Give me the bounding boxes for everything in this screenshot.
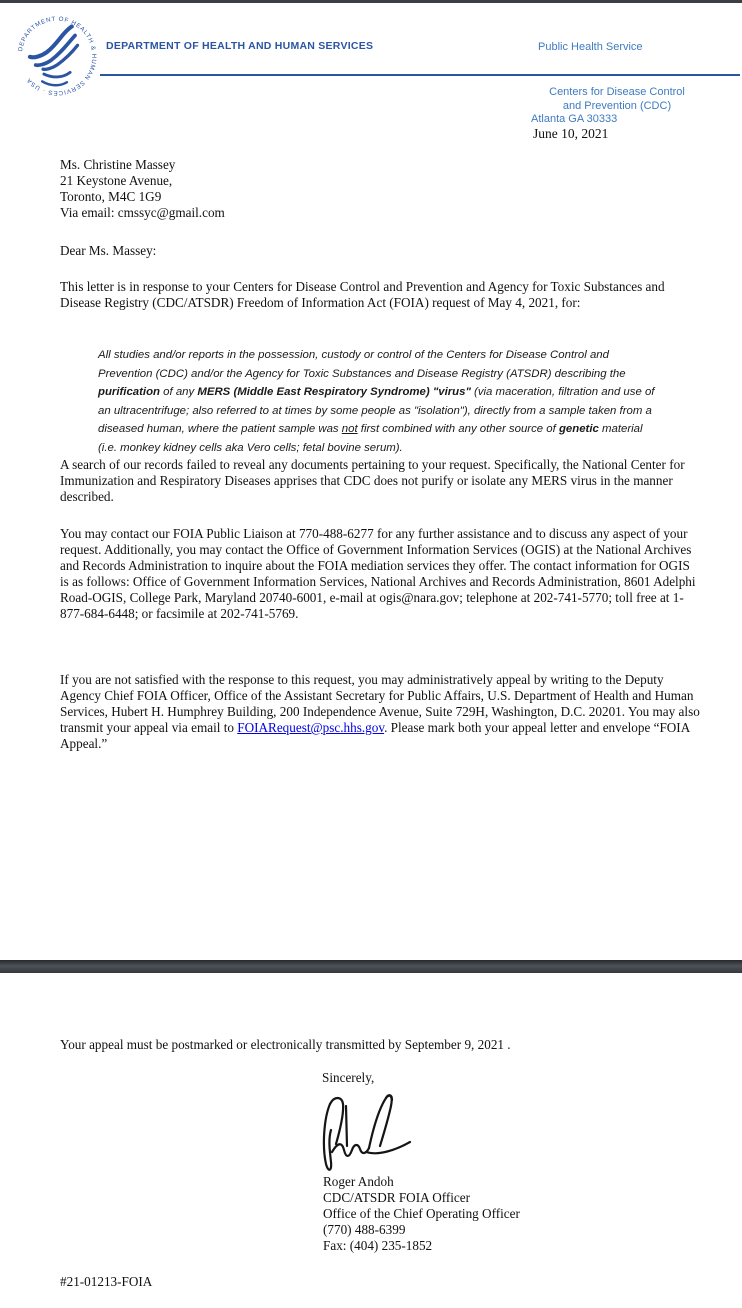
paragraph-appeal — [60, 672, 700, 752]
hhs-logo — [16, 14, 98, 98]
appeal-text-post: . Please mark both your appeal letter and envelope “FOIA Appeal.” — [60, 720, 690, 751]
recipient-line: Via email: cmssyc@gmail.com — [60, 205, 225, 220]
agency-title: DEPARTMENT OF HEALTH AND HUMAN SERVICES — [106, 40, 374, 52]
paragraph-contact-info: You may contact our FOIA Public Liaison at 770-488-6277 for any further assistance and to discuss any aspect of your request. Additionally, you may contact the Office of Government Information Services (OGIS) at the National Archives and Records Administration to inquire about the FOIA mediation services they offer. The contact information for OGIS is as follows: Office of Government Information Services, National Archives and Records Administration, 8601 Adelphi Road-OGIS, College Park, Maryland 20740-6001, e-mail at ogis@nara.gov; telephone at 202-741-5770; toll free at 1-877-684-6448; or facsimile at 202-741-5769. — [60, 526, 696, 621]
cdc-address-block — [531, 86, 703, 127]
recipient-line: Toronto, M4C 1G9 — [60, 189, 162, 204]
cdc-line: and Prevention (CDC) — [562, 99, 672, 112]
letter-date: June 10, 2021 — [533, 126, 609, 141]
recipient-address-block — [60, 157, 225, 221]
paragraph-search-result: A search of our records failed to reveal any documents pertaining to your request. Specifically, the National Center for Immunization and Respiratory Diseases apprises that CDC does not purify or isolate any MERS virus in the manner described. — [60, 457, 685, 504]
signer-office: Office of the Chief Operating Officer — [323, 1206, 520, 1221]
signature-image — [316, 1090, 416, 1181]
signer-name: Roger Andoh — [323, 1174, 394, 1189]
appeal-email-link[interactable]: FOIARequest@psc.hhs.gov — [237, 720, 385, 735]
closing-sincerely: Sincerely, — [322, 1070, 375, 1085]
cdc-line: Atlanta GA 30333 — [531, 113, 618, 125]
case-reference: #21-01213-FOIA — [60, 1274, 153, 1289]
paragraph-intro: This letter is in response to your Centers for Disease Control and Prevention and Agency for Toxic Substances and Disease Registry (CDC/ATSDR) Freedom of Information Act (FOIA) request of May 4, 2021, for: — [60, 279, 665, 310]
request-quote: All studies and/or reports in the possession, custody or control of the Centers for Disease Control and Prevention (CDC) and/or the Agency for Toxic Substances and Disease Registry (ATSDR) describing the purification of any MERS (Middle East Respiratory Syndrome) "virus" (via maceration, filtration and use of an ultracentrifuge; also referred to at times by some people as "isolation"), directly from a sample taken from a diseased human, where the patient sample was not first combined with any other source of genetic material (i.e. monkey kidney cells aka Vero cells; fetal bovine serum). — [98, 349, 655, 454]
page-top-edge — [0, 0, 742, 3]
cdc-line: Centers for Disease Control — [549, 86, 685, 98]
signature-icon — [316, 1090, 416, 1176]
hhs-eagle-icon — [16, 14, 98, 98]
signer-fax: Fax: (404) 235-1852 — [323, 1238, 433, 1253]
salutation: Dear Ms. Massey: — [60, 243, 157, 258]
appeal-text-pre: If you are not satisfied with the response to this request, you may administratively appeal by writing to the Deputy Agency Chief FOIA Officer, Office of the Assistant Secretary for Public Affairs, U.S. Department of Health and Human Services, Hubert H. Humphrey Building, 200 Independence Avenue, Suite 729H, Washington, D.C. 20201. You may also transmit your appeal via email to — [60, 672, 700, 735]
page-separator-bar — [0, 960, 742, 973]
recipient-line: Ms. Christine Massey — [60, 157, 176, 172]
deadline-note: Your appeal must be postmarked or electronically transmitted by September 9, 2021 . — [60, 1037, 511, 1052]
public-health-service-label: Public Health Service — [538, 41, 643, 53]
signer-title: CDC/ATSDR FOIA Officer — [323, 1190, 471, 1205]
signer-block — [323, 1174, 520, 1254]
logo-ring-text: DEPARTMENT OF HEALTH & HUMAN SERVICES · USA — [17, 15, 98, 97]
header-rule — [100, 74, 740, 76]
recipient-line: 21 Keystone Avenue, — [60, 173, 173, 188]
signer-phone: (770) 488-6399 — [323, 1222, 406, 1237]
